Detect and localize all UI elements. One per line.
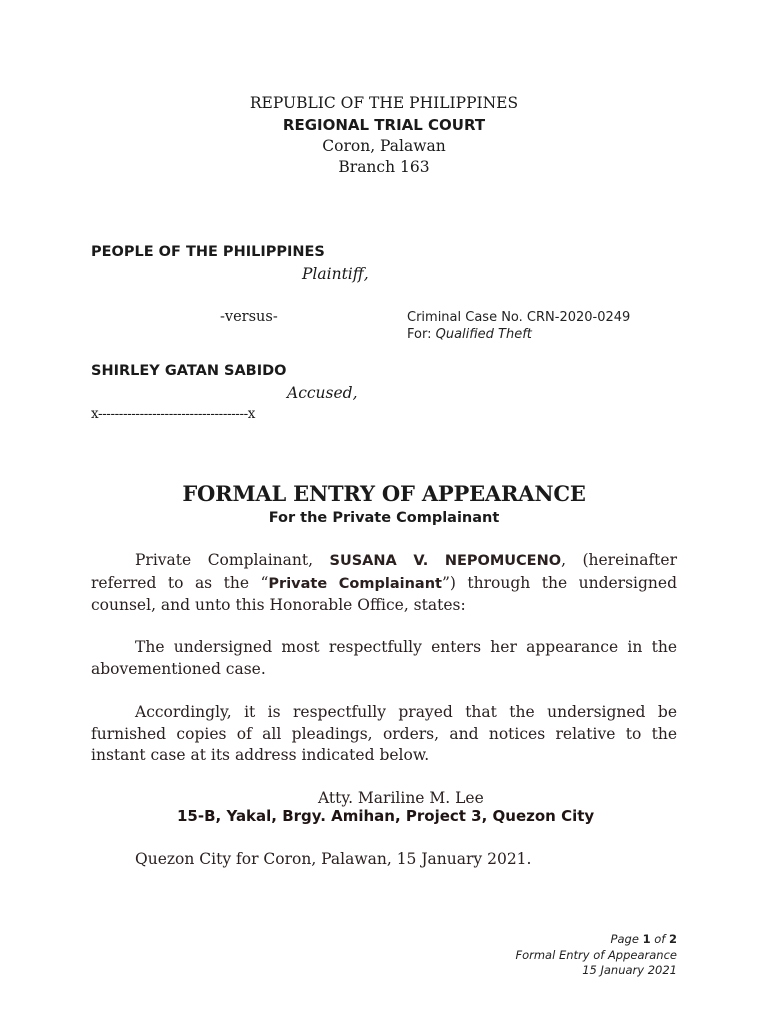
accused-role: Accused, [287,384,358,402]
case-charge-label: For: [407,327,436,342]
document-title: FORMAL ENTRY OF APPEARANCE [182,481,586,506]
accused-name: SHIRLEY GATAN SABIDO [91,363,287,379]
case-charge-value: Qualified Theft [435,327,532,342]
republic-heading: REPUBLIC OF THE PHILIPPINES [249,94,519,112]
page-indicator: Page 1 of 2 [610,932,677,946]
case-number: Criminal Case No. CRN-2020-0249 [407,310,631,325]
case-charge [407,327,532,342]
complainant-name: SUSANA V. NEPOMUCENO [329,553,562,569]
paragraph-appearance: The undersigned most respectfully enters her appearance in the abovementioned case. [91,638,677,678]
plaintiff-role: Plaintiff, [302,265,369,283]
caption-divider: x------------------------------------x [91,406,256,422]
page-current: 1 [642,932,651,946]
footer-date: 15 January 2021 [582,963,677,977]
plaintiff-name: PEOPLE OF THE PHILIPPINES [91,244,325,260]
paragraph-prayer: Accordingly, it is respectfully prayed that the undersigned be furnished copies of all pleadings, orders, and notices relative to the instant case at its address indicated below. [91,703,677,764]
footer-title: Formal Entry of Appearance [515,948,677,962]
versus-label: -versus- [220,309,278,325]
counsel-name: Atty. Mariline M. Lee [318,789,484,807]
dateline: Quezon City for Coron, Palawan, 15 January 2021. [135,850,532,868]
court-branch: Branch 163 [338,158,430,176]
counsel-address: 15-B, Yakal, Brgy. Amihan, Project 3, Quezon City [177,807,595,825]
court-location: Coron, Palawan [322,137,446,155]
page-total: 2 [668,932,677,946]
document-subtitle: For the Private Complainant [268,510,500,526]
paragraph-intro: Private Complainant, SUSANA V. NEPOMUCENO, (hereinafter referred to as the “Private Complainant”) through the undersigned counsel, and unto this Honorable Office, states: [91,551,678,614]
court-heading: REGIONAL TRIAL COURT [282,116,486,134]
complainant-term: Private Complainant [268,575,442,592]
